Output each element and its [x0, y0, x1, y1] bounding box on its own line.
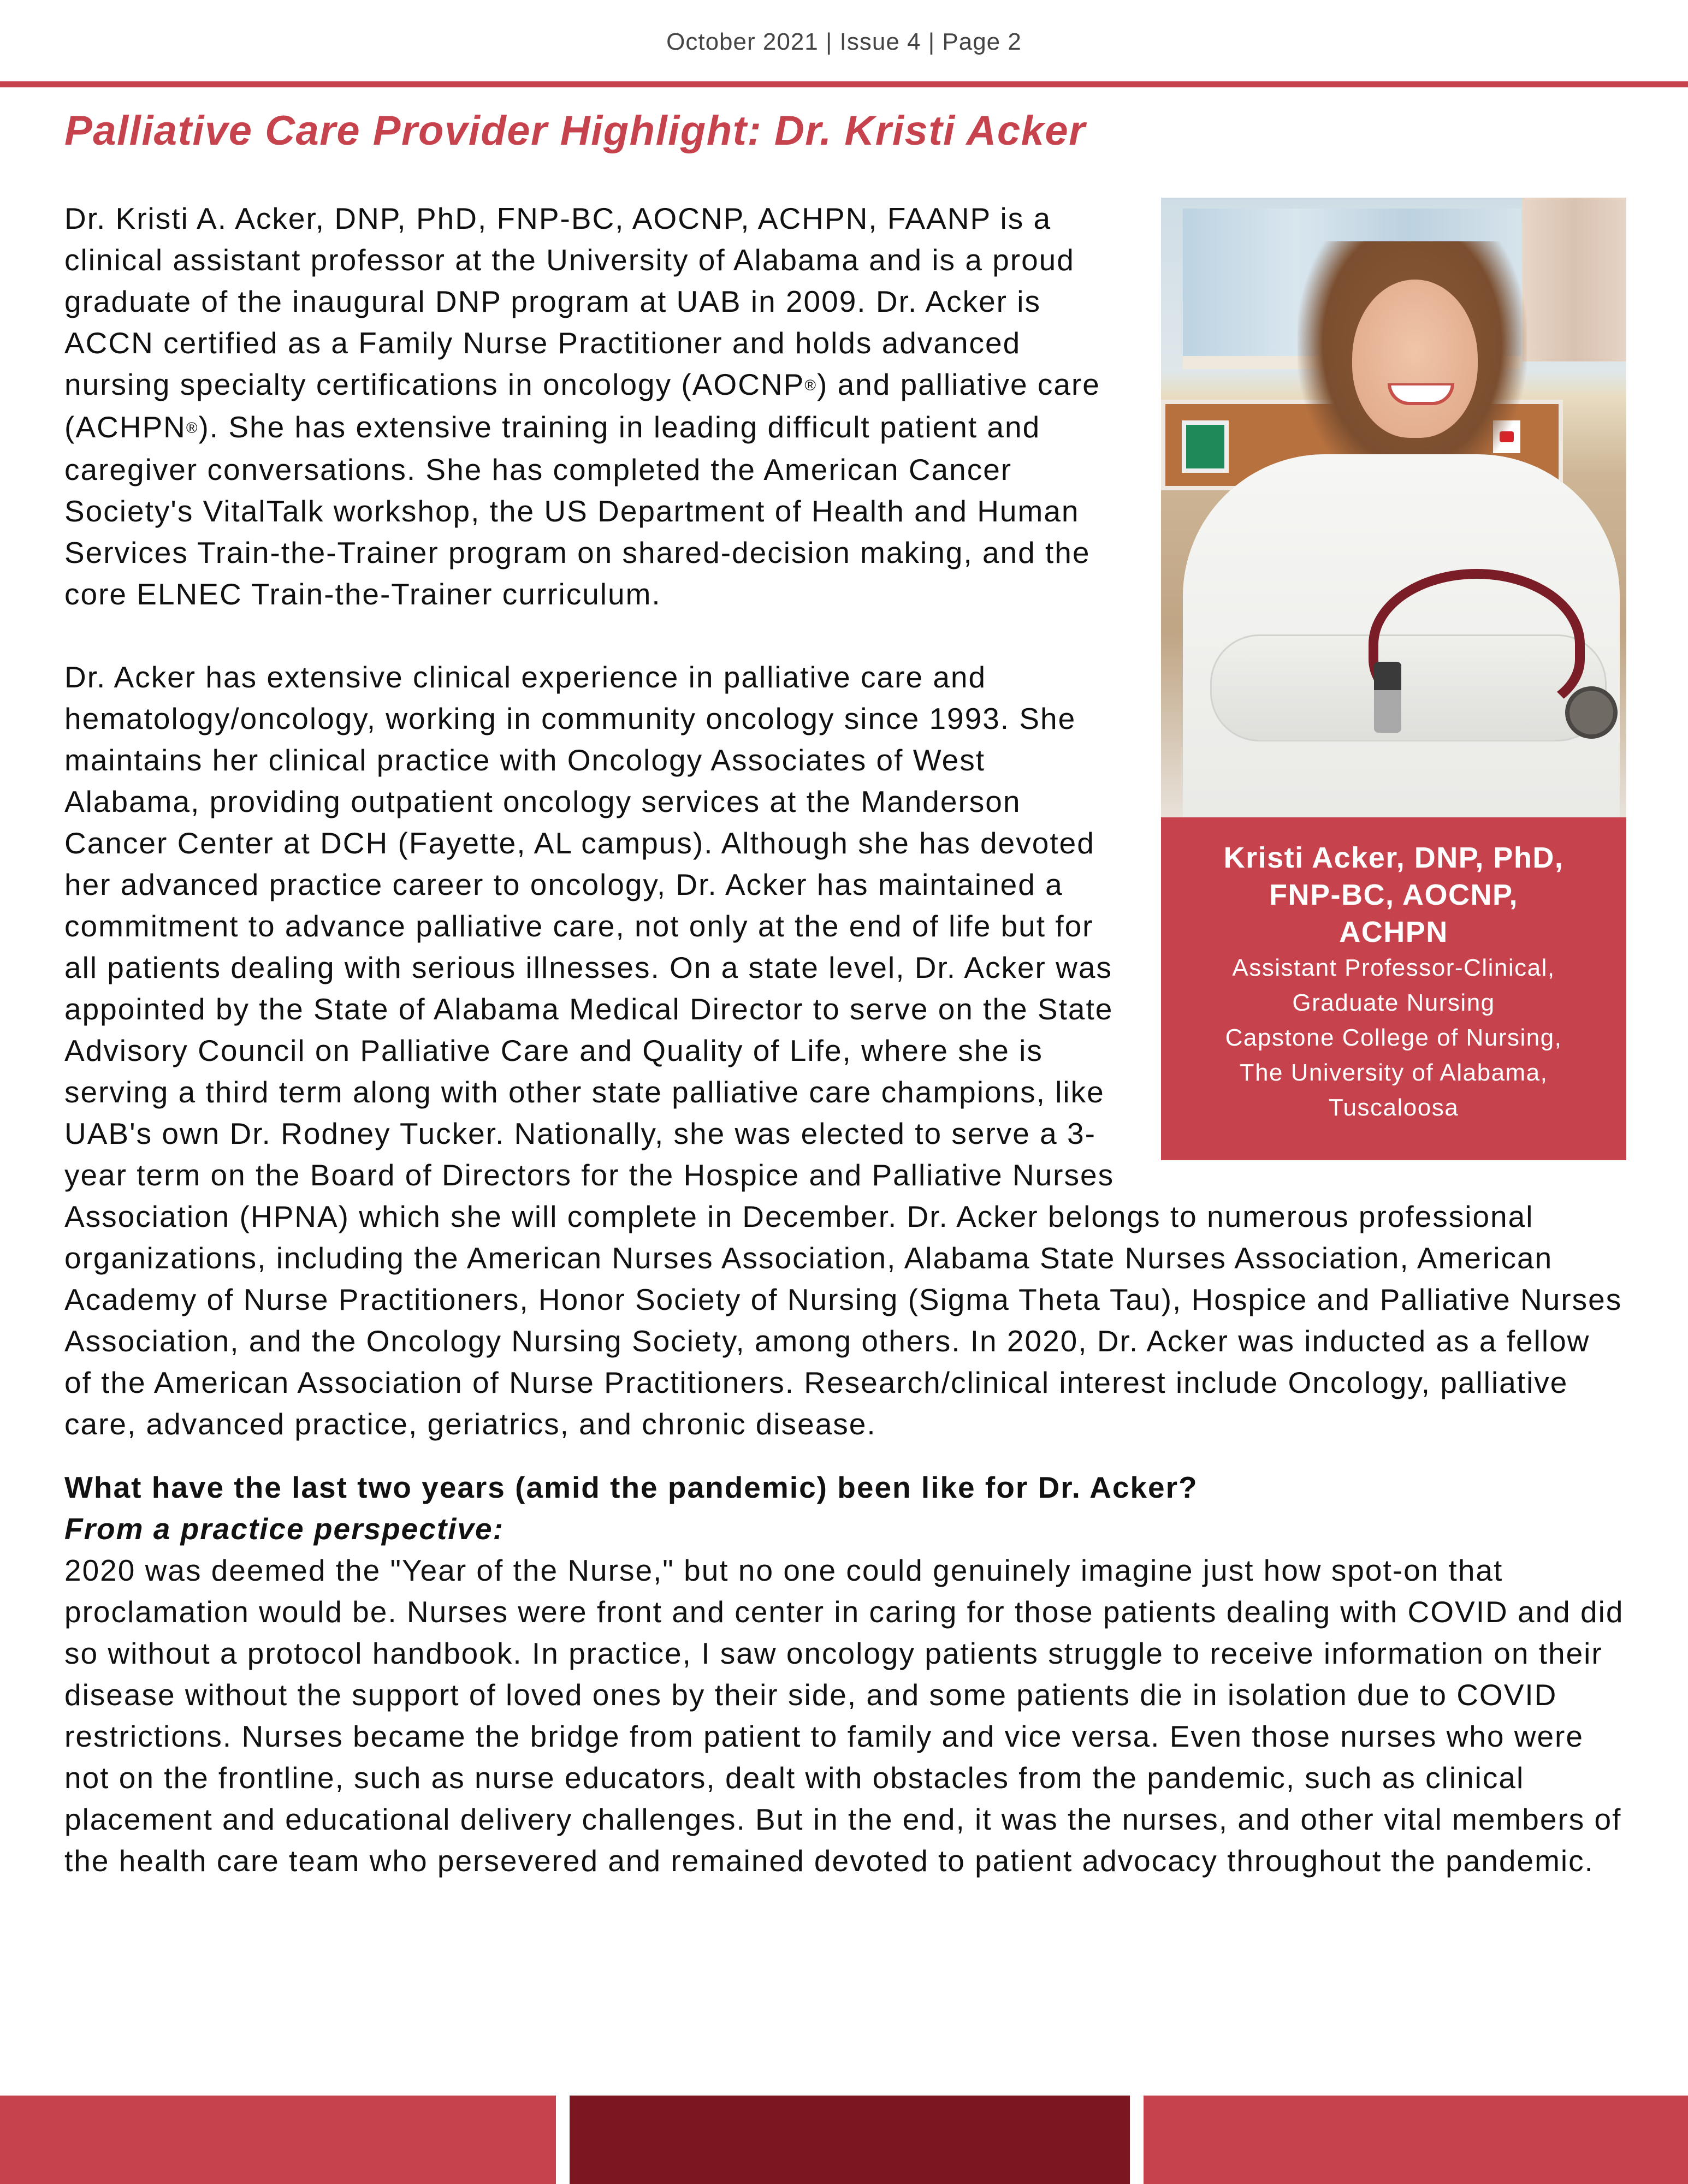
stethoscope-head — [1565, 686, 1618, 739]
footer-bar-middle — [570, 2096, 1130, 2184]
interview-question: What have the last two years (amid the pandemic) been like for Dr. Acker? — [64, 1470, 1198, 1504]
caption-role-line: Capstone College of Nursing, — [1225, 1024, 1562, 1051]
bio-paragraph-2: Dr. Acker has extensive clinical experience in palliative care and hematology/oncology, working in community oncology since 1993. She maintains her clinical practice with Oncology Associates of West Alabama, providing outpatient oncology services at the Manderson Cancer Center at DCH (Fayette, AL campus). Although she has devoted her advanced practice career to oncology, Dr. Acker has maintained a commitment to advance palliative care, not only at the end of life but for all patients dealing with serious illnesses. On a state level, Dr. Acker was appointed by the State of Alabama Medical Director to serve on the State Advisory Council on Palliative Care and Quality of Life, where she is serving a third term along with other state palliative care champions, like UAB's own Dr. Rodney Tucker. Nationally, she was elected to serve a 3-year term on the Board of Directors for the Hospice and Palliative Nurses Association (HPNA) which she will complete in December. Dr. Acker belongs to numerous professional organizations, including the American Nurses Association, Alabama State Nurses Association, American Academy of Nurse Practitioners, Honor Society of Nursing (Sigma Theta Tau), Hospice and Palliative Nurses Association, and the Oncology Nursing Society, among others. In 2020, Dr. Acker was inducted as a fellow of the American Association of Nurse Practitioners. Research/clinical interest include Oncology, palliative care, advanced practice, geriatrics, and chronic disease. — [64, 660, 1622, 1441]
caption-name-line: Kristi Acker, DNP, PhD, — [1223, 841, 1564, 874]
photo-face — [1352, 280, 1478, 438]
registered-mark-icon: ® — [186, 419, 199, 436]
issue-header: October 2021 | Issue 4 | Page 2 — [666, 28, 1022, 55]
footer-bar-left — [0, 2096, 556, 2184]
bio-paragraph-1: Dr. Kristi A. Acker, DNP, PhD, FNP-BC, AOCNP, ACHPN, FAANP is a clinical assistant professor at the University of Alabama and is a proud graduate of the inaugural DNP program at UAB in 2009. Dr. Acker is ACCN certified as a Family Nurse Practitioner and holds advanced nursing specialty certifications in oncology (AOCNP®) and palliative care (ACHPN®). She has extensive training in leading difficult patient and caregiver conversations. She has completed the American Cancer Society's VitalTalk workshop, the US Department of Health and Human Services Train-the-Trainer program on shared-decision making, and the core ELNEC Train-the-Trainer curriculum. — [64, 201, 1100, 611]
caption-role-line: The University of Alabama, — [1239, 1059, 1548, 1086]
registered-mark-icon: ® — [804, 377, 817, 394]
caption-name-line: ACHPN — [1339, 916, 1448, 948]
photo-curtain — [1523, 198, 1626, 361]
article-body — [64, 198, 1626, 1882]
article-title: Palliative Care Provider Highlight: Dr. Kristi Acker — [64, 108, 1086, 154]
profile-caption — [1161, 817, 1626, 1160]
interview-subheading: From a practice perspective: — [64, 1512, 504, 1546]
caption-role-line: Tuscaloosa — [1328, 1094, 1459, 1121]
profile-card — [1161, 198, 1626, 1160]
footer-bar-right — [1144, 2096, 1688, 2184]
profile-photo — [1161, 198, 1626, 817]
caption-role-line: Graduate Nursing — [1292, 989, 1495, 1016]
caption-role-line: Assistant Professor-Clinical, — [1232, 954, 1555, 981]
caption-name-line: FNP-BC, AOCNP, — [1269, 879, 1519, 911]
watch-icon — [1374, 662, 1401, 733]
header-rule — [0, 81, 1688, 87]
interview-answer: 2020 was deemed the "Year of the Nurse," but no one could genuinely imagine just how spot-on that proclamation would be. Nurses were front and center in caring for those patients dealing with COVID and did so without a protocol handbook. In practice, I saw oncology patients struggle to receive information on their disease without the support of loved ones by their side, and some patients die in isolation due to COVID restrictions. Nurses became the bridge from patient to family and vice versa. Even those nurses who were not on the frontline, such as nurse educators, dealt with obstacles from the pandemic, such as clinical placement and educational delivery challenges. But in the end, it was the nurses, and other vital members of the health care team who persevered and remained devoted to patient advocacy throughout the pandemic. — [64, 1553, 1624, 1878]
